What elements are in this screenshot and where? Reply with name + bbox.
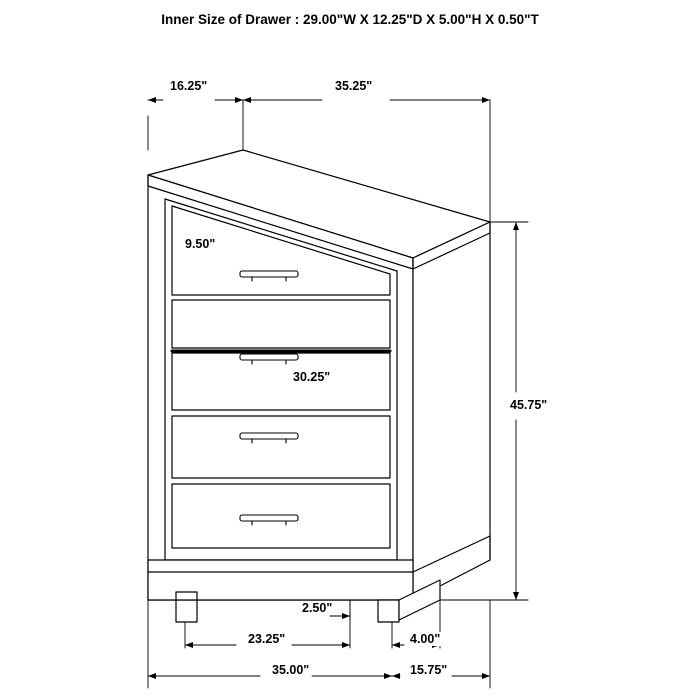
dimension-label-depth-top: 16.25" — [170, 79, 208, 93]
dimension-label-drawer-width: 30.25" — [293, 370, 331, 384]
dimension-label-leg-depth: 4.00" — [410, 632, 441, 646]
dimension-label-width-top: 35.25" — [335, 79, 373, 93]
dimension-label-drawer-height: 9.50" — [185, 237, 216, 251]
dimension-label-total-depth: 15.75" — [410, 663, 448, 677]
dimension-label-total-height: 45.75" — [510, 398, 548, 412]
dimension-label-base-width: 23.25" — [248, 632, 286, 646]
page-title: Inner Size of Drawer : 29.00"W X 12.25"D X 5.00"H X 0.50"T — [161, 12, 539, 27]
dimension-label-total-width: 35.00" — [272, 663, 310, 677]
dimension-label-leg-inset: 2.50" — [302, 601, 333, 615]
